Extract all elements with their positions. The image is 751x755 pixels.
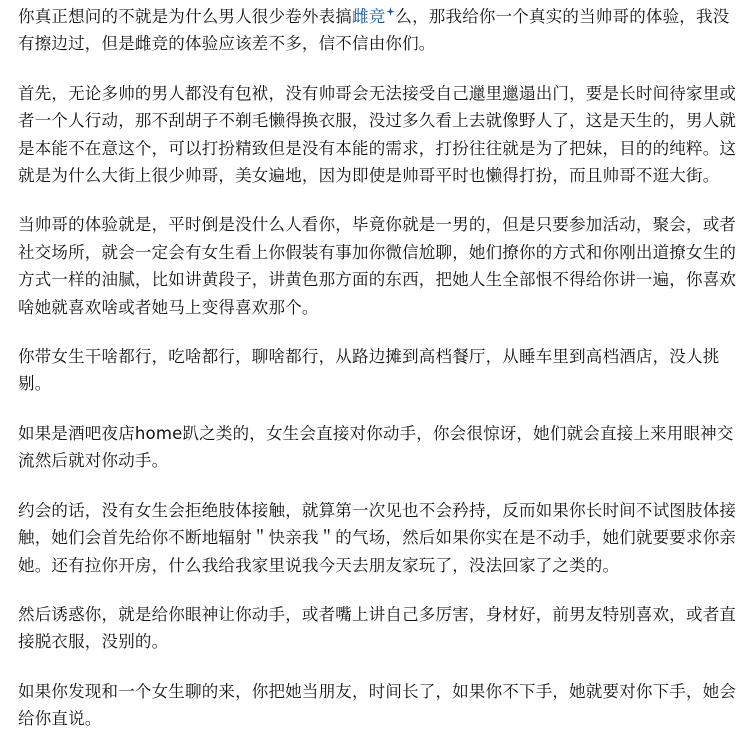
paragraph-4: 你带女生干啥都行，吃啥都行，聊啥都行，从路边摊到高档餐厅，从睡车里到高档酒店，没人挑剔。 [18,347,720,394]
paragraph-6: 约会的话，没有女生会拒绝肢体接触，就算第一次见也不会矜持，反而如果你长时间不试图肢体接触，她们会首先给你不断地辐射＂快亲我＂的气场，然后如果你实在是不动手，她们就要要求你亲她。还有拉你开房，什么我给我家里说我今天去朋友家玩了，没法回家了之类的。 [18,500,737,575]
paragraph-1-text-after: 么，那我给你一个真实的当帅哥的体验，我没有擦边过，但是雌竞的体验应该差不多，信不信由你们。 [18,7,730,54]
keyword-link-label[interactable]: 雌竞 [352,7,386,26]
paragraph-2: 首先，无论多帅的男人都没有包袱，没有帅哥会无法接受自己邋里邋遢出门，要是长时间待家里或者一个人行动，那不刮胡子不剃毛懒得换衣服，没过多久看上去就像野人了，这是天生的，男人就是本能不在意这个，可以打扮精致但是没有本能的需求，打扮往往就是为了把妹，目的的纯粹。这就是为什么大街上很少帅哥，美女遍地，因为即使是帅哥平时也懒得打扮，而且帅哥不逛大街。 [18,83,737,186]
paragraph-5: 如果是酒吧夜店home趴之类的，女生会直接对你动手，你会很惊讶，她们就会直接上来用眼神交流然后就对你动手。 [18,423,734,471]
paragraph-1 [18,3,738,58]
paragraph-7: 然后诱惑你，就是给你眼神让你动手，或者嘴上讲自己多厉害，身材好，前男友特别喜欢，或者直接脱衣服，没别的。 [18,604,737,652]
answer-body [18,3,738,755]
paragraph-1-text-before: 你真正想问的不就是为什么男人很少卷外表搞 [18,7,352,26]
paragraph-8: 如果你发现和一个女生聊的来，你把她当朋友，时间长了，如果你不下手，她就要对你下手，她会给你直说。 [18,681,737,729]
paragraph-3: 当帅哥的体验就是，平时倒是没什么人看你，毕竟你就是一男的，但是只要参加活动，聚会，或者社交场所，就会一定会有女生看上你假装有事加你微信尬聊，她们撩你的方式和你刚出道撩女生的方式一样的油腻，比如讲黄段子，讲黄色那方面的东西，把她人生全部恨不得给你讲一遍，你喜欢啥她就喜欢啥或者她马上变得喜欢那个。 [18,215,737,317]
keyword-link[interactable] [352,7,395,26]
